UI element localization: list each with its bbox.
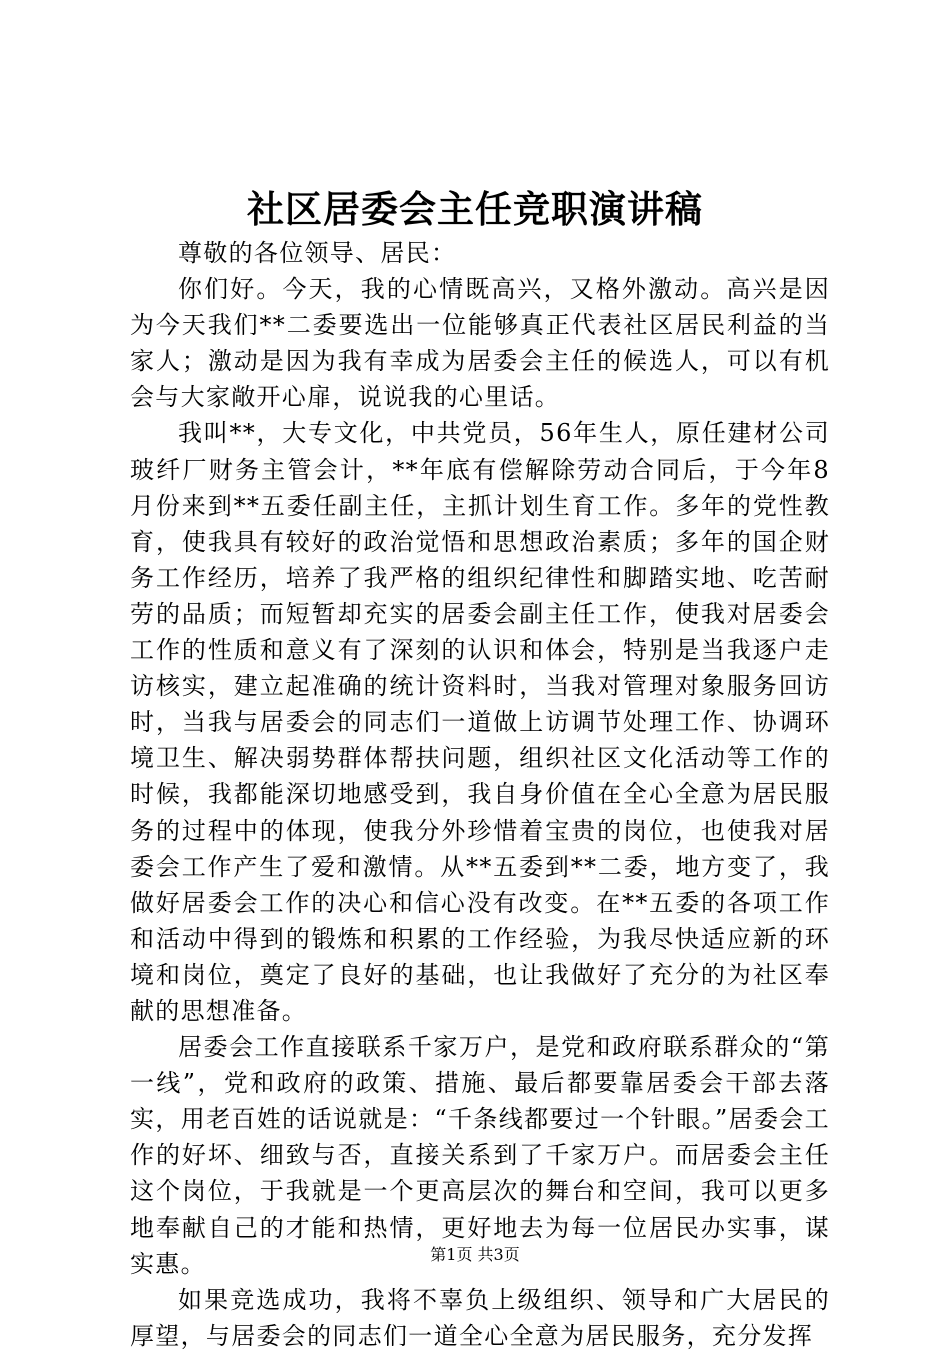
document-title: 社区居委会主任竞职演讲稿 xyxy=(247,187,703,231)
salutation-paragraph: 尊敬的各位领导、居民： xyxy=(178,239,457,267)
body-paragraph: 如果竞选成功，我将不辜负上级组织、领导和广大居民的厚望，与居委会的同志们一道全心全意为居民服务，充分发挥 xyxy=(130,1285,830,1350)
page-number-footer: 第1页 共3页 xyxy=(430,1245,520,1264)
body-paragraph: 居委会工作直接联系千家万户，是党和政府联系群众的“第一线”，党和政府的政策、措施、最后都要靠居委会干部去落实，用老百姓的话说就是：“千条线都要过一个针眼。”居委会工作的好坏、细致与否，直接关系到了千家万户。而居委会主任这个岗位，于我就是一个更高层次的舞台和空间，我可以更多地奉献自己的才能和热情，更好地去为每一位居民办实事，谋实惠。 xyxy=(130,1033,830,1278)
body-paragraph: 我叫**，大专文化，中共党员，56年生人，原任建材公司玻纤厂财务主管会计，**年底有偿解除劳动合同后，于今年8月份来到**五委任副主任，主抓计划生育工作。多年的党性教育，使我具有较好的政治觉悟和思想政治素质；多年的国企财务工作经历，培养了我严格的组织纪律性和脚踏实地、吃苦耐劳的品质；而短暂却充实的居委会副主任工作，使我对居委会工作的性质和意义有了深刻的认识和体会，特别是当我逐户走访核实，建立起准确的统计资料时，当我对管理对象服务回访时，当我与居委会的同志们一道做上访调节处理工作、协调环境卫生、解决弱势群体帮扶问题，组织社区文化活动等工作的时候，我都能深切地感受到，我自身价值在全心全意为居民服务的过程中的体现，使我分外珍惜着宝贵的岗位，也使我对居委会工作产生了爱和激情。从**五委到**二委，地方变了，我做好居委会工作的决心和信心没有改变。在**五委的各项工作和活动中得到的锻炼和积累的工作经验，为我尽快适应新的环境和岗位，奠定了良好的基础，也让我做好了充分的为社区奉献的思想准备。 xyxy=(130,419,830,1025)
document-body xyxy=(130,235,830,1354)
body-paragraph: 你们好。今天，我的心情既高兴，又格外激动。高兴是因为今天我们**二委要选出一位能够真正代表社区居民利益的当家人；激动是因为我有幸成为居委会主任的候选人，可以有机会与大家敞开心扉，说说我的心里话。 xyxy=(130,275,830,412)
